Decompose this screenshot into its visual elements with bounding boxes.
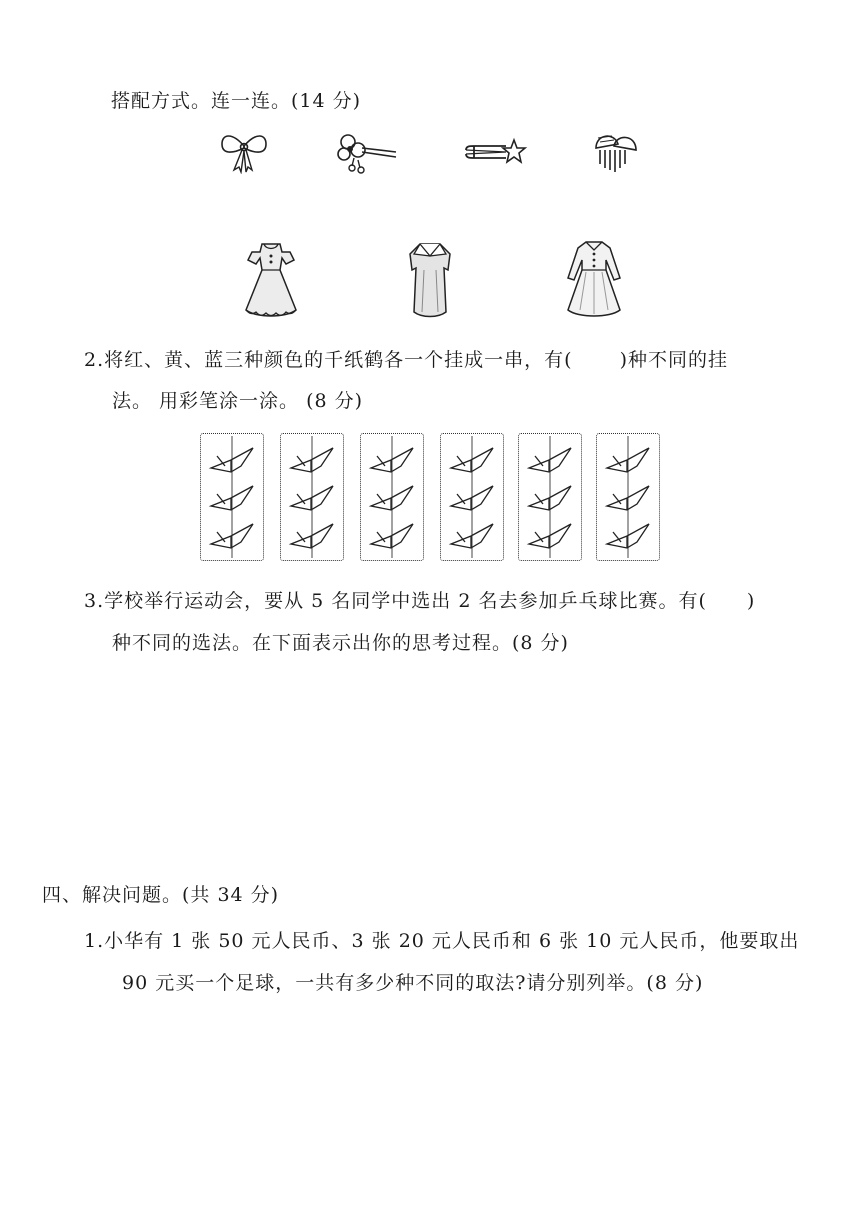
q2-line2: 法。 用彩笔涂一涂。 (8 分) [112, 390, 364, 412]
q3-line2: 种不同的选法。在下面表示出你的思考过程。(8 分) [112, 632, 569, 654]
section4-p1-line1: 1.小华有 1 张 50 元人民币、3 张 20 元人民币和 6 张 10 元人民币，他要取出 [84, 930, 800, 952]
crane-string-icon[interactable] [360, 433, 424, 561]
section4-heading: 四、解决问题。(共 34 分) [42, 884, 280, 906]
star-hairclip-icon[interactable] [462, 136, 528, 168]
collar-dress-icon[interactable] [404, 240, 456, 320]
flower-hairpin-icon[interactable] [334, 130, 398, 174]
bow-icon[interactable] [218, 130, 270, 174]
q2-line1: 2.将红、黄、蓝三种颜色的千纸鹤各一个挂成一串，有( )种不同的挂 [84, 349, 728, 371]
comb-clip-icon[interactable] [592, 128, 640, 178]
ruffle-dress-icon[interactable] [242, 240, 300, 320]
crane-string-icon[interactable] [200, 433, 264, 561]
crane-string-icon[interactable] [280, 433, 344, 561]
section4-p1-line2: 90 元买一个足球，一共有多少种不同的取法?请分别列举。(8 分) [122, 972, 704, 994]
q3-line1: 3.学校举行运动会，要从 5 名同学中选出 2 名去参加乒乓球比赛。有( ) [84, 590, 756, 612]
crane-string-icon[interactable] [518, 433, 582, 561]
crane-string-icon[interactable] [440, 433, 504, 561]
q1-tail-text: 搭配方式。连一连。(14 分) [111, 90, 362, 112]
crane-string-icon[interactable] [596, 433, 660, 561]
long-sleeve-dress-icon[interactable] [562, 238, 626, 320]
